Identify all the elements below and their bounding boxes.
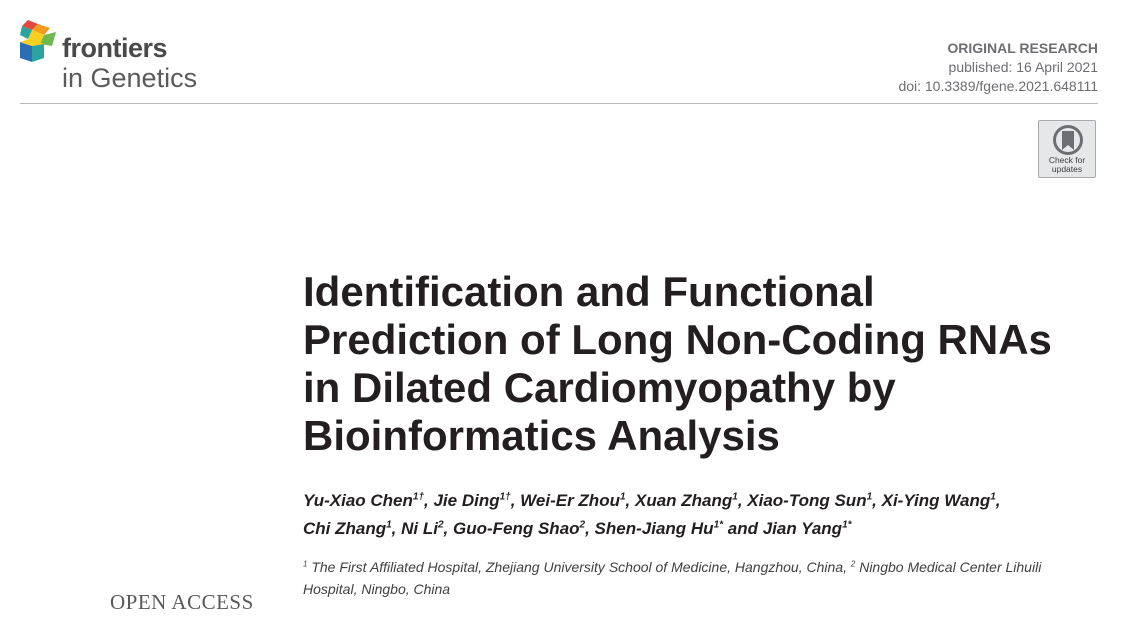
author-separator: , — [443, 519, 453, 538]
author-name[interactable]: Jian Yang — [762, 519, 843, 538]
author-affiliation-mark: 1 — [990, 491, 996, 503]
brand-name: frontiers — [62, 33, 168, 63]
frontiers-logo[interactable] — [18, 18, 228, 94]
author-name[interactable]: Ni Li — [401, 519, 438, 538]
affiliation-number: 1 — [303, 559, 308, 569]
author-separator: , — [424, 491, 434, 510]
title-line: Prediction of Long Non-Coding RNAs — [303, 316, 1052, 363]
author-separator: , — [872, 491, 882, 510]
journal-name: in Genetics — [62, 63, 198, 93]
author-name[interactable]: Shen-Jiang Hu — [594, 519, 714, 538]
article-meta — [898, 39, 1098, 96]
affiliation-text: Ningbo Medical Center Lihuili Hospital, Ningbo, China — [303, 559, 1042, 597]
affiliation-text: The First Affiliated Hospital, Zhejiang University School of Medicine, Hangzhou, China, — [307, 559, 851, 575]
author-separator: , — [510, 491, 521, 510]
author-affiliation-mark: 1 — [619, 491, 626, 503]
author-affiliation-mark: 1 — [866, 491, 873, 503]
author-affiliation-mark: 1† — [412, 491, 425, 503]
bookmark-ribbon-icon — [1051, 124, 1085, 156]
title-line: in Dilated Cardiomyopathy by — [303, 364, 896, 411]
author-separator: , — [995, 491, 1001, 510]
article-type: ORIGINAL RESEARCH — [947, 40, 1098, 56]
affiliation-number: 2 — [850, 559, 856, 569]
author-affiliation-mark: 1* — [842, 519, 852, 531]
affiliations — [303, 556, 1093, 600]
header-divider — [20, 103, 1098, 104]
author-affiliation-mark: 1* — [713, 519, 724, 531]
author-affiliation-mark: 1 — [386, 519, 392, 531]
author-name[interactable]: Chi Zhang — [303, 519, 387, 538]
title-line: Identification and Functional — [303, 268, 875, 315]
frontiers-cube-icon — [18, 18, 60, 70]
title-line: Bioinformatics Analysis — [303, 412, 780, 459]
author-name[interactable]: Xi-Ying Wang — [881, 491, 991, 510]
author-affiliation-mark: 2 — [579, 519, 586, 531]
author-separator: , — [625, 491, 635, 510]
author-name[interactable]: Xiao-Tong Sun — [747, 491, 867, 510]
author-name[interactable]: Wei-Er Zhou — [520, 491, 620, 510]
article-title — [303, 268, 1123, 460]
author-list — [303, 487, 1113, 543]
author-separator: , — [737, 491, 748, 510]
author-name[interactable]: Jie Ding — [433, 491, 500, 510]
author-separator: , — [391, 519, 402, 538]
author-affiliation-mark: 1 — [732, 491, 738, 503]
check-for-updates-label: Check for updates — [1048, 155, 1086, 174]
published-date: published: 16 April 2021 — [948, 59, 1098, 75]
author-name[interactable]: Guo-Feng Shao — [452, 519, 580, 538]
author-name[interactable]: Yu-Xiao Chen — [303, 491, 413, 510]
author-separator: and — [723, 519, 763, 538]
doi-link[interactable]: doi: 10.3389/fgene.2021.648111 — [898, 78, 1098, 94]
check-for-updates-button[interactable] — [1038, 120, 1096, 178]
author-affiliation-mark: 2 — [437, 519, 444, 531]
author-separator: , — [585, 519, 595, 538]
author-affiliation-mark: 1† — [499, 491, 511, 503]
author-name[interactable]: Xuan Zhang — [634, 491, 733, 510]
open-access-label: OPEN ACCESS — [110, 590, 254, 614]
